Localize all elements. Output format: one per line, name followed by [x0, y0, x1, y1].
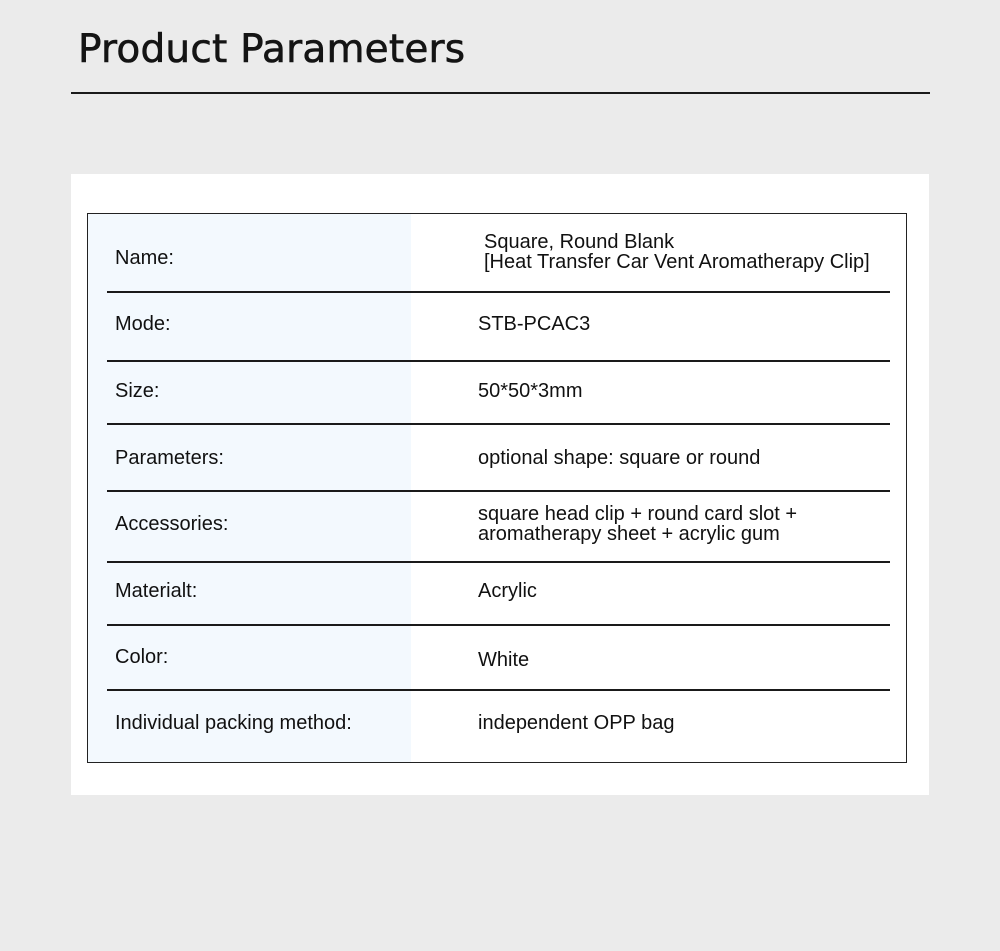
row-value: 50*50*3mm — [478, 380, 583, 402]
row-value-line2: [Heat Transfer Car Vent Aromatherapy Clip] — [484, 251, 870, 273]
row-label: Parameters: — [115, 447, 224, 469]
row-value — [478, 504, 797, 544]
table-row-material — [88, 563, 906, 625]
table-row-mode — [88, 293, 906, 360]
row-value-line1: square head clip + round card slot + — [478, 503, 798, 525]
row-label: Color: — [115, 646, 169, 668]
row-label: Materialt: — [115, 580, 198, 602]
row-value-line1: Square, Round Blank — [484, 231, 675, 253]
row-label: Size: — [115, 380, 160, 402]
table-row-name — [88, 214, 906, 292]
table-row-size — [88, 362, 906, 424]
page-title: Product Parameters — [78, 27, 466, 72]
row-value — [484, 232, 870, 272]
row-value-line2: aromatherapy sheet + acrylic gum — [478, 523, 780, 545]
row-label: Individual packing method: — [115, 712, 352, 734]
row-value: independent OPP bag — [478, 712, 675, 734]
row-label: Accessories: — [115, 513, 229, 535]
row-value: White — [478, 649, 530, 671]
row-value: Acrylic — [478, 580, 537, 602]
row-label: Mode: — [115, 313, 171, 335]
table-row-packing — [88, 691, 906, 763]
table-row-parameters — [88, 425, 906, 490]
table-row-accessories — [88, 492, 906, 561]
parameters-card — [71, 174, 929, 795]
row-value: optional shape: square or round — [478, 447, 761, 469]
title-divider — [71, 92, 930, 94]
parameters-table — [87, 213, 907, 763]
table-row-color — [88, 626, 906, 689]
row-label: Name: — [115, 247, 174, 269]
row-value: STB-PCAC3 — [478, 313, 591, 335]
